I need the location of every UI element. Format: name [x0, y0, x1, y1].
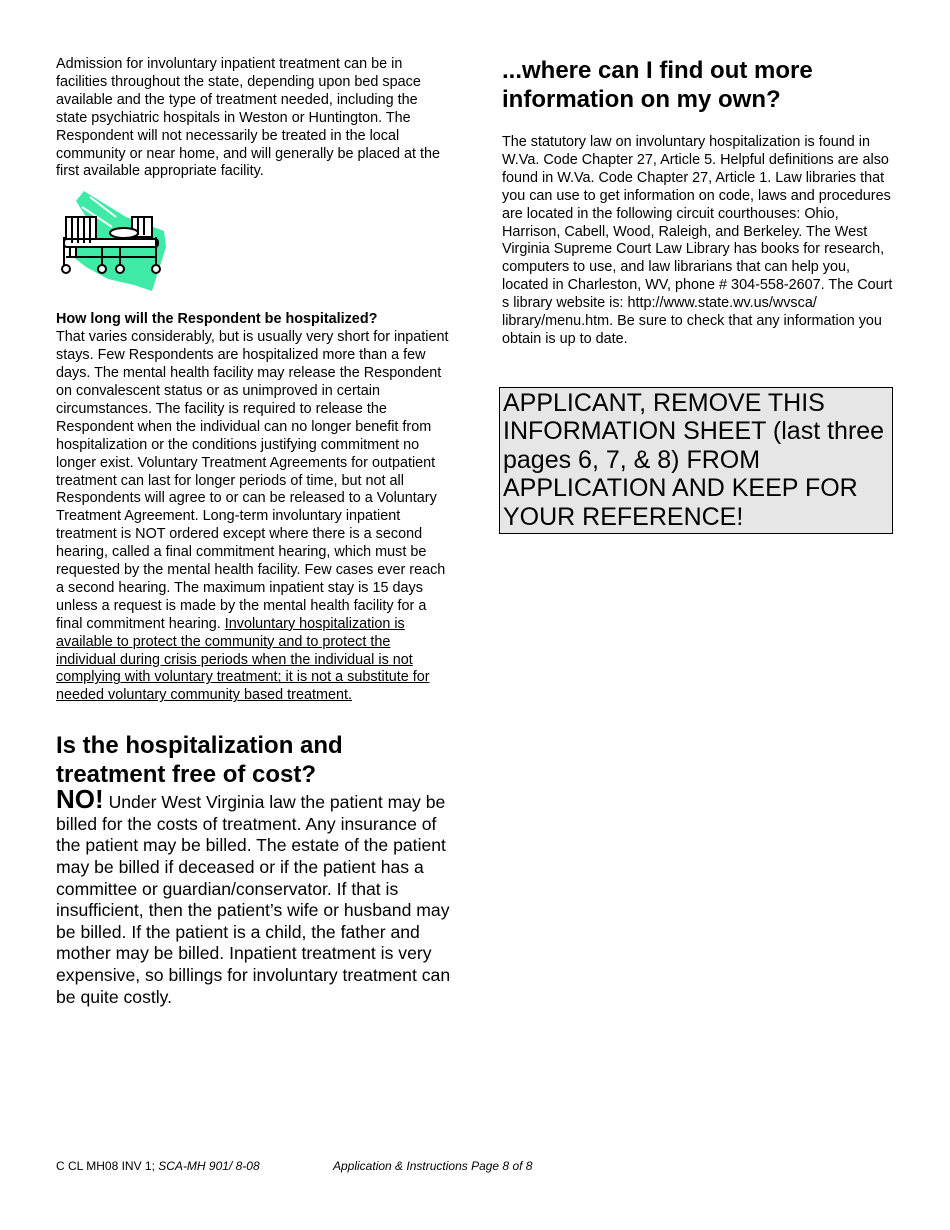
duration-question: How long will the Respondent be hospitalized? — [56, 311, 378, 328]
more-info-heading: ...where can I find out more information on my own? — [502, 57, 813, 113]
left-column — [56, 56, 451, 1008]
more-info-body: The statutory law on involuntary hospitalization is found in W.Va. Code Chapter 27, Article 5. Helpful definitions are also found in W.Va. Code Chapter 27, Article 1. Law libraries that you can use to get information on code, laws and procedures are located in the following circuit courthouses: Ohio, Harrison, Cabell, Wood, Raleigh, and Berkeley. The West Virginia Supreme Court Law Library has books for research, computers to use, and law librarians that can help you, located in Charleston, WV, phone # 304-558-2607. The Court s library website is: http://www.state.wv.us/wvsca/ library/menu.htm. Be sure to check that any information you obtain is up to date. — [502, 134, 893, 347]
cost-body: Under West Virginia law the patient may be billed for the costs of treatment. Any insurance of the patient may be billed. The estate of the patient may be billed if deceased or if the patient has a committee or guardian/conservator. If that is insufficient, then the patient’s wife or husband may be billed. If the patient is a child, the father and mother may be billed. Inpatient treatment is very expensive, so billings for involuntary treatment can be quite costly. — [56, 792, 451, 1007]
hospital-bed-icon — [56, 187, 166, 297]
cost-paragraph — [56, 784, 451, 1008]
page-footer — [56, 1159, 533, 1173]
duration-body: That varies considerably, but is usually very short for inpatient stays. Few Respondents are hospitalized more than a few days. The mental health facility may release the Respondent on convalescent status or as unimproved in certain circumstances. The facility is required to release the Respondent when the individual can no longer benefit from hospitalization or the conditions justifying commitment no longer exist. Voluntary Treatment Agreements for outpatient treatment can last for longer periods of time, but not all Respondents will agree to or can be released to a Voluntary Treatment Agreement. Long-term involuntary inpatient treatment is NOT ordered except where there is a second hearing, called a final commitment hearing, which must be requested by the mental health facility. Few cases ever reach a second hearing. The maximum inpatient stay is 15 days unless a request is made by the mental health facility for a final commitment hearing. — [56, 329, 449, 632]
footer-form-ref: SCA-MH 901/ 8-08 — [158, 1159, 260, 1173]
right-column — [502, 56, 900, 534]
footer-page-label: Application & Instructions Page 8 of 8 — [333, 1159, 533, 1173]
footer-form-code: C CL MH08 INV 1; — [56, 1159, 155, 1173]
cost-question: Is the hospitalization and treatment free of cost? — [56, 732, 343, 789]
applicant-notice-box: APPLICANT, REMOVE THIS INFORMATION SHEET (last three pages 6, 7, & 8) FROM APPLICATION AND KEEP FOR YOUR REFERENCE! — [499, 387, 893, 535]
duration-underlined-note: Involuntary hospitalization is available to protect the community and to protect the individual during crisis periods when the individual is not complying with voluntary treatment; it is not a substitute for needed voluntary community based treatment. — [56, 615, 430, 704]
cost-no-label: NO! — [56, 784, 104, 815]
duration-section — [56, 311, 451, 705]
admission-paragraph: Admission for involuntary inpatient treatment can be in facilities throughout the state, depending upon bed space available and the type of treatment needed, including the state psychiatric hospitals in Weston or Huntington. The Respondent will not necessarily be treated in the local community or near home, and will generally be placed at the first available appropriate facility. — [56, 56, 440, 180]
